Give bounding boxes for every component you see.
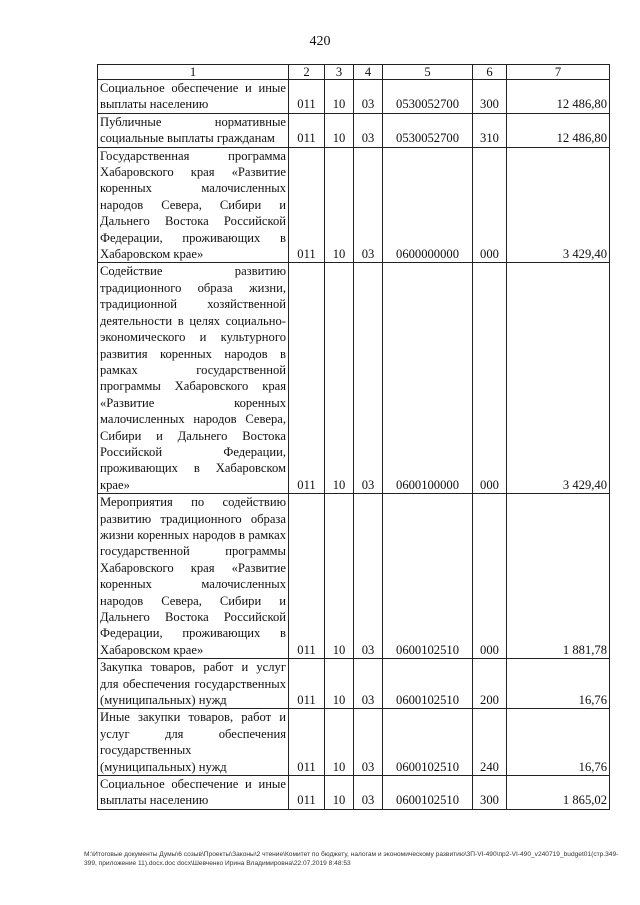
column-header: 3 — [325, 65, 354, 80]
cell-target-article: 0600102510 — [383, 659, 473, 709]
table-header-row — [98, 65, 610, 80]
column-header: 2 — [289, 65, 325, 80]
row-name: Иные закупки товаров, работ и услуг для обеспечения государственных (муниципальных) нужд — [98, 709, 289, 776]
cell-expense-type: 000 — [473, 263, 507, 494]
cell-target-article: 0600102510 — [383, 776, 473, 810]
cell-ministry-code: 011 — [289, 80, 325, 114]
cell-section: 10 — [325, 263, 354, 494]
table-row — [98, 113, 610, 147]
cell-target-article: 0530052700 — [383, 113, 473, 147]
cell-section: 10 — [325, 494, 354, 659]
row-name: Социальное обеспечение и иные выплаты населению — [98, 80, 289, 114]
page-number: 420 — [309, 34, 331, 49]
column-header: 4 — [354, 65, 383, 80]
cell-expense-type: 200 — [473, 659, 507, 709]
column-header: 7 — [507, 65, 610, 80]
cell-amount: 16,76 — [507, 709, 610, 776]
cell-subsection: 03 — [354, 113, 383, 147]
cell-amount: 1 881,78 — [507, 494, 610, 659]
row-name: Государственная программа Хабаровского края «Развитие коренных малочисленных народов Севера, Сибири и Дальнего Востока Российской Федерации, проживающих в Хабаровском крае» — [98, 147, 289, 263]
cell-amount: 3 429,40 — [507, 263, 610, 494]
row-name: Социальное обеспечение и иные выплаты населению — [98, 776, 289, 810]
row-name: Закупка товаров, работ и услуг для обеспечения государственных (муниципальных) нужд — [98, 659, 289, 709]
cell-subsection: 03 — [354, 709, 383, 776]
cell-expense-type: 310 — [473, 113, 507, 147]
cell-ministry-code: 011 — [289, 494, 325, 659]
cell-subsection: 03 — [354, 494, 383, 659]
cell-amount: 3 429,40 — [507, 147, 610, 263]
budget-table — [97, 64, 610, 810]
cell-subsection: 03 — [354, 263, 383, 494]
table-row — [98, 494, 610, 659]
cell-target-article: 0600102510 — [383, 709, 473, 776]
cell-amount: 1 865,02 — [507, 776, 610, 810]
cell-expense-type: 300 — [473, 776, 507, 810]
cell-ministry-code: 011 — [289, 113, 325, 147]
cell-amount: 12 486,80 — [507, 113, 610, 147]
cell-target-article: 0600102510 — [383, 494, 473, 659]
cell-section: 10 — [325, 659, 354, 709]
cell-section: 10 — [325, 80, 354, 114]
cell-section: 10 — [325, 709, 354, 776]
cell-amount: 16,76 — [507, 659, 610, 709]
column-header: 1 — [98, 65, 289, 80]
file-path-footer: M:\Итоговые документы Думы\6 созыв\Проекты\Законы\2 чтение\Комитет по бюджету, налогам и экономическому развитию\3П-VI-490\пр2-VI-490_v240719_budget01(стр.349-399, приложение 11).docx.doc docx\Шевченко Ирина Владимировна\22.07.2019 8:48:53 — [84, 851, 619, 867]
cell-expense-type: 240 — [473, 709, 507, 776]
cell-target-article: 0530052700 — [383, 80, 473, 114]
column-header: 5 — [383, 65, 473, 80]
cell-ministry-code: 011 — [289, 263, 325, 494]
row-name: Мероприятия по содействию развитию традиционного образа жизни коренных народов в рамках государственной программы Хабаровского края «Развитие коренных малочисленных народов Севера, Сибири и Дальнего Востока Российской Федерации, проживающих в Хабаровском крае» — [98, 494, 289, 659]
cell-ministry-code: 011 — [289, 659, 325, 709]
table-row — [98, 659, 610, 709]
cell-section: 10 — [325, 113, 354, 147]
table-row — [98, 147, 610, 263]
cell-subsection: 03 — [354, 80, 383, 114]
column-header: 6 — [473, 65, 507, 80]
cell-subsection: 03 — [354, 776, 383, 810]
table-row — [98, 776, 610, 810]
table-row — [98, 263, 610, 494]
table-row — [98, 80, 610, 114]
cell-target-article: 0600100000 — [383, 263, 473, 494]
cell-expense-type: 300 — [473, 80, 507, 114]
cell-section: 10 — [325, 147, 354, 263]
table-row — [98, 709, 610, 776]
cell-target-article: 0600000000 — [383, 147, 473, 263]
cell-ministry-code: 011 — [289, 709, 325, 776]
cell-subsection: 03 — [354, 659, 383, 709]
cell-ministry-code: 011 — [289, 147, 325, 263]
cell-ministry-code: 011 — [289, 776, 325, 810]
cell-expense-type: 000 — [473, 494, 507, 659]
row-name: Содействие развитию традиционного образа жизни, традиционной хозяйственной деятельности в целях социально-экономического и культурного развития коренных народов в рамках государственной программы Хабаровского края «Развитие коренных малочисленных народов Севера, Сибири и Дальнего Востока Российской Федерации, проживающих в Хабаровском крае» — [98, 263, 289, 494]
cell-subsection: 03 — [354, 147, 383, 263]
cell-amount: 12 486,80 — [507, 80, 610, 114]
cell-section: 10 — [325, 776, 354, 810]
row-name: Публичные нормативные социальные выплаты гражданам — [98, 113, 289, 147]
cell-expense-type: 000 — [473, 147, 507, 263]
